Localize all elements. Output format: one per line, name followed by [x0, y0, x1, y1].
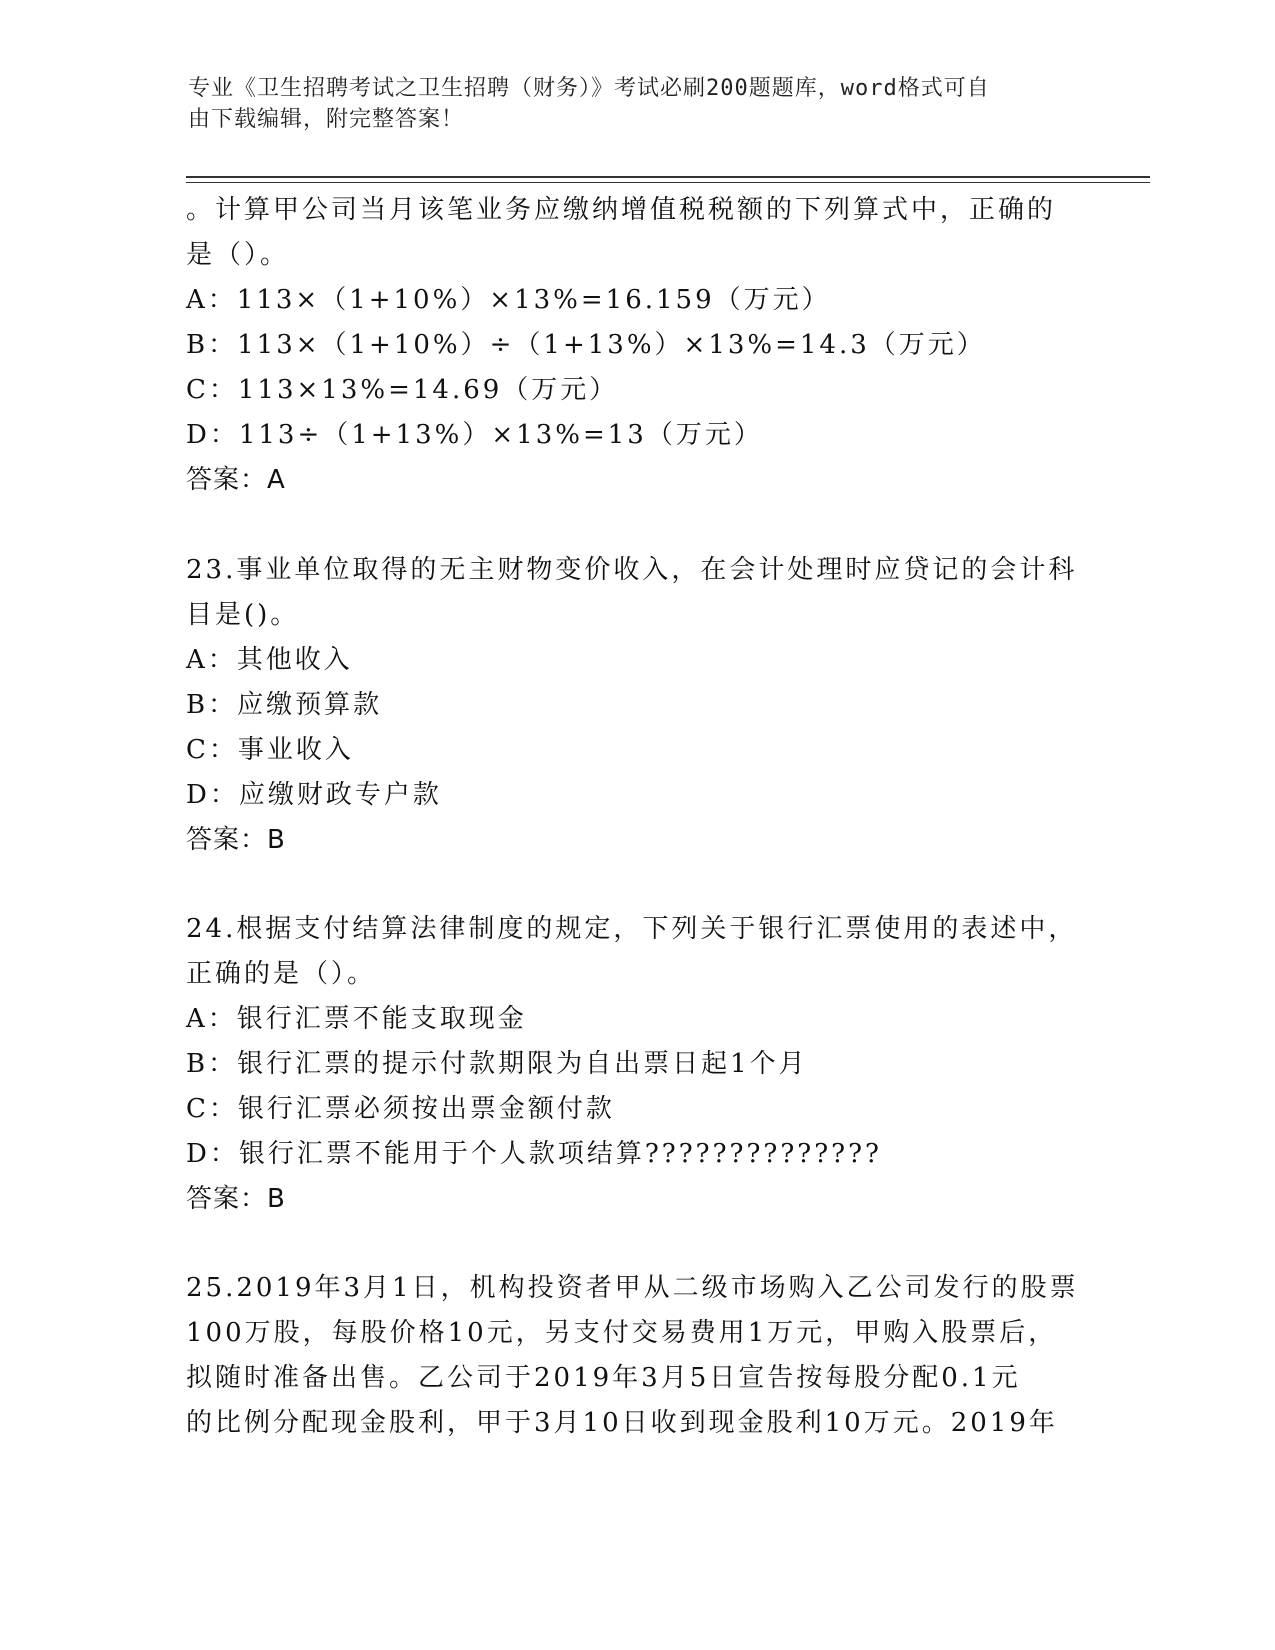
- option-a: A：银行汇票不能支取现金: [186, 1004, 527, 1034]
- question-list: [186, 188, 1086, 1490]
- question-stem-line: 25.2019年3月1日，机构投资者甲从二级市场购入乙公司发行的股票: [186, 1273, 1079, 1303]
- question-stem-line: 拟随时准备出售。乙公司于2019年3月5日宣告按每股分配0.1元: [186, 1363, 1021, 1393]
- option-d: D：113÷（1+13%）×13%=13（万元）: [186, 420, 763, 450]
- option-c: C：事业收入: [186, 735, 354, 765]
- option-a: A：其他收入: [186, 645, 353, 675]
- question-24: [186, 907, 1086, 1222]
- option-b: B：应缴预算款: [186, 690, 383, 720]
- header-line-2: 由下载编辑，附完整答案！: [188, 107, 465, 132]
- header-rule-thick: [186, 176, 1150, 178]
- question-stem-line: 。计算甲公司当月该笔业务应缴纳增值税税额的下列算式中，正确的: [186, 195, 1057, 225]
- answer-label: 答案：A: [186, 465, 286, 495]
- question-stem-line: 是（）。: [186, 240, 290, 270]
- question-25: [186, 1266, 1086, 1446]
- question-22: [186, 188, 1086, 503]
- answer-label: 答案：B: [186, 1184, 286, 1214]
- option-a: A：113×（1+10%）×13%=16.159（万元）: [186, 285, 831, 315]
- question-stem-line: 24.根据支付结算法律制度的规定，下列关于银行汇票使用的表述中，: [186, 914, 1078, 944]
- header-line-1: 专业《卫生招聘考试之卫生招聘（财务）》考试必刷200题题库，word格式可自: [188, 76, 990, 101]
- document-header: [188, 73, 1068, 135]
- option-d: D：银行汇票不能用于个人款项结算??????????????: [186, 1139, 882, 1169]
- question-stem-line: 正确的是（）。: [186, 959, 377, 989]
- question-stem-line: 23.事业单位取得的无主财物变价收入，在会计处理时应贷记的会计科: [186, 555, 1078, 585]
- answer-label: 答案：B: [186, 825, 286, 855]
- option-d: D：应缴财政专户款: [186, 780, 442, 810]
- question-stem-line: 100万股，每股价格10元，另支付交易费用1万元，甲购入股票后，: [186, 1318, 1058, 1348]
- option-c: C：银行汇票必须按出票金额付款: [186, 1094, 615, 1124]
- option-b: B：银行汇票的提示付款期限为自出票日起1个月: [186, 1049, 808, 1079]
- question-stem-line: 目是()。: [186, 600, 300, 630]
- question-23: [186, 548, 1086, 863]
- header-rule-thin: [186, 182, 1150, 183]
- option-c: C：113×13%=14.69（万元）: [186, 375, 619, 405]
- option-b: B：113×（1+10%）÷（1+13%）×13%=14.3（万元）: [186, 330, 986, 360]
- question-stem-line: 的比例分配现金股利，甲于3月10日收到现金股利10万元。2019年: [186, 1408, 1058, 1438]
